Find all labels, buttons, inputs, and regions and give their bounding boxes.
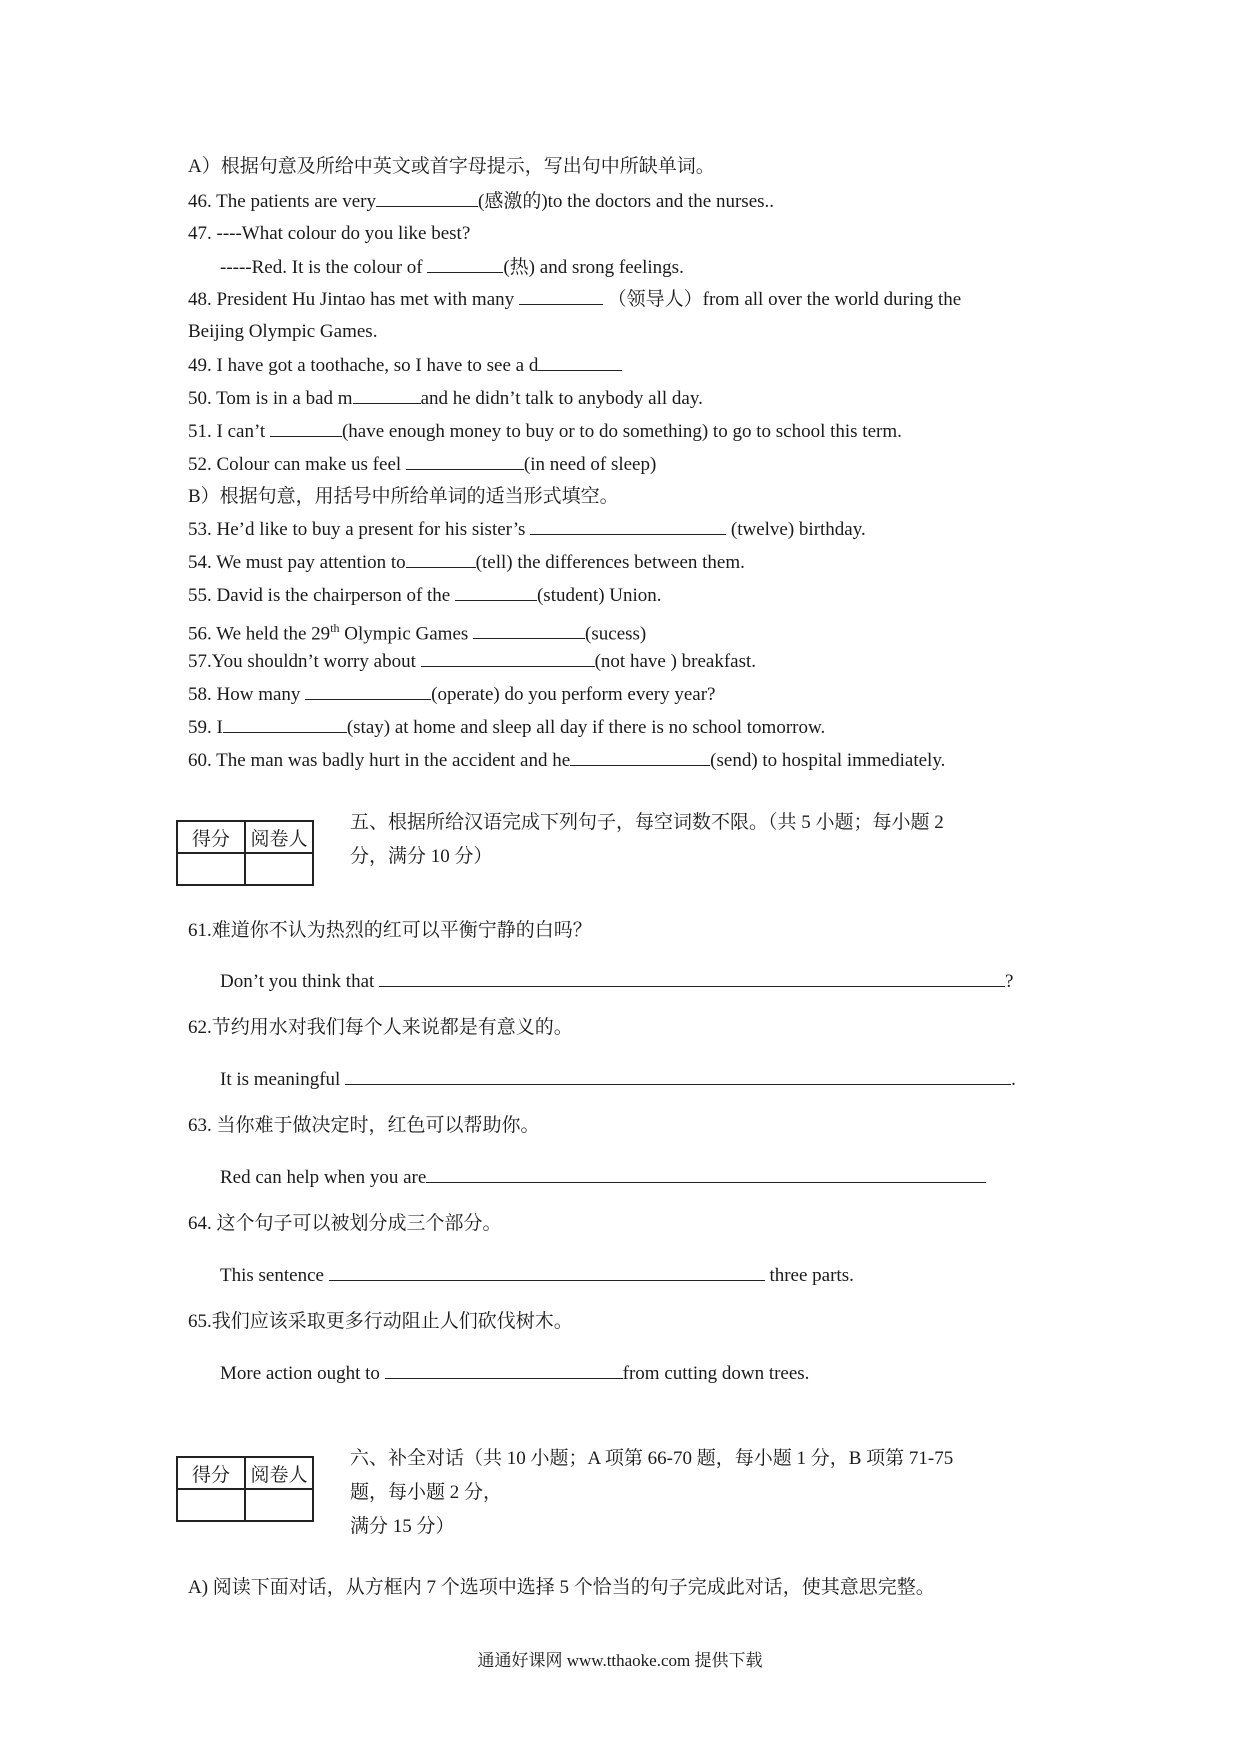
score-box-section-6 bbox=[176, 1456, 314, 1522]
question-51: 51. I can’t (have enough money to buy or to do something) to go to school this term. bbox=[188, 418, 902, 445]
question-64-en: This sentence three parts. bbox=[220, 1262, 854, 1289]
section-6-heading-cont: 题，每小题 2 分， bbox=[350, 1482, 503, 1503]
grader-cell[interactable] bbox=[245, 853, 313, 885]
question-65-cn: 65.我们应该采取更多行动阻止人们砍伐树木。 bbox=[188, 1311, 573, 1332]
question-50: 50. Tom is in a bad m and he didn’t talk to anybody all day. bbox=[188, 385, 703, 412]
question-58: 58. How many (operate) do you perform every year? bbox=[188, 681, 715, 708]
question-54: 54. We must pay attention to (tell) the differences between them. bbox=[188, 549, 745, 576]
section-5-heading-cont: 分，满分 10 分） bbox=[350, 846, 493, 867]
question-55: 55. David is the chairperson of the (student) Union. bbox=[188, 582, 662, 609]
section-5-heading: 五、根据所给汉语完成下列句子，每空词数不限。（共 5 小题；每小题 2 bbox=[350, 812, 944, 833]
question-61-en: Don’t you think that ? bbox=[220, 968, 1013, 995]
question-59: 59. I (stay) at home and sleep all day if there is no school tomorrow. bbox=[188, 714, 825, 741]
question-63-cn: 63. 当你难于做决定时，红色可以帮助你。 bbox=[188, 1115, 540, 1136]
score-box-section-5 bbox=[176, 820, 314, 886]
grader-header: 阅卷人 bbox=[245, 1457, 313, 1489]
question-48-cont: Beijing Olympic Games. bbox=[188, 321, 378, 342]
score-header: 得分 bbox=[177, 1457, 245, 1489]
question-61-cn: 61.难道你不认为热烈的红可以平衡宁静的白吗？ bbox=[188, 920, 592, 941]
question-65-en: More action ought to from cutting down trees. bbox=[220, 1360, 809, 1387]
question-64-cn: 64. 这个句子可以被划分成三个部分。 bbox=[188, 1213, 502, 1234]
part-a-title: A）根据句意及所给中英文或首字母提示，写出句中所缺单词。 bbox=[188, 156, 715, 177]
grader-header: 阅卷人 bbox=[245, 821, 313, 853]
question-56: 56. We held the 29th Olympic Games (sucess) bbox=[188, 621, 647, 645]
question-47a: 47. ----What colour do you like best? bbox=[188, 223, 471, 244]
question-48: 48. President Hu Jintao has met with many （领导人）from all over the world during the bbox=[188, 286, 961, 313]
section-6-heading: 六、补全对话（共 10 小题；A 项第 66-70 题，每小题 1 分，B 项第 71-75 bbox=[350, 1448, 954, 1469]
question-53: 53. He’d like to buy a present for his sister’s (twelve) birthday. bbox=[188, 516, 866, 543]
score-cell[interactable] bbox=[177, 853, 245, 885]
question-52: 52. Colour can make us feel (in need of sleep) bbox=[188, 451, 656, 478]
question-63-en: Red can help when you are bbox=[220, 1164, 986, 1191]
footer-text: 通通好课网 www.tthaoke.com 提供下载 bbox=[477, 1651, 763, 1670]
score-cell[interactable] bbox=[177, 1489, 245, 1521]
section-6-heading-cont2: 满分 15 分） bbox=[350, 1516, 455, 1537]
question-49: 49. I have got a toothache, so I have to see a d bbox=[188, 352, 622, 379]
question-60: 60. The man was badly hurt in the accident and he (send) to hospital immediately. bbox=[188, 747, 945, 774]
question-46: 46. The patients are very (感激的)to the doctors and the nurses.. bbox=[188, 188, 774, 215]
part-b-title: B）根据句意，用括号中所给单词的适当形式填空。 bbox=[188, 486, 619, 507]
question-62-cn: 62.节约用水对我们每个人来说都是有意义的。 bbox=[188, 1017, 573, 1038]
question-62-en: It is meaningful . bbox=[220, 1066, 1016, 1093]
question-47b: -----Red. It is the colour of (热) and srong feelings. bbox=[220, 254, 684, 281]
score-header: 得分 bbox=[177, 821, 245, 853]
question-57: 57.You shouldn’t worry about (not have ) breakfast. bbox=[188, 648, 756, 675]
footer bbox=[0, 1646, 1240, 1671]
grader-cell[interactable] bbox=[245, 1489, 313, 1521]
section-6-part-a: A) 阅读下面对话，从方框内 7 个选项中选择 5 个恰当的句子完成此对话，使其意思完整。 bbox=[188, 1577, 935, 1598]
